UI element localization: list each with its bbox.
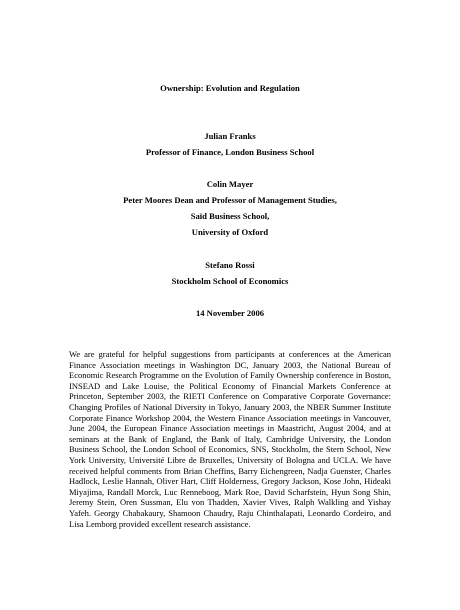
paper-date: 14 November 2006 [195, 308, 265, 318]
author-name: Colin Mayer [206, 179, 254, 189]
author-name: Julian Franks [204, 131, 256, 141]
author-affiliation: Stockholm School of Economics [171, 276, 289, 286]
author-affiliation: Professor of Finance, London Business School [145, 147, 315, 157]
author-affiliation: Saïd Business School, [190, 211, 270, 221]
paper-title: Ownership: Evolution and Regulation [160, 83, 300, 93]
author-affiliation: University of Oxford [191, 227, 269, 237]
author-affiliation: Peter Moores Dean and Professor of Management Studies, [123, 195, 337, 205]
acknowledgements-paragraph: We are grateful for helpful suggestions from participants at conferences at the American Finance Association meetings in Washington DC, January 2003, the National Bureau of Economic Research Programme on the Evolution of Family Ownership conference in Boston, INSEAD and Lake Louise, the Political Economy of Financial Markets Conference at Princeton, September 2003, the RIETI Conference on Comparative Corporate Governance: Changing Profiles of National Diversity in Tokyo, January 2003, the NBER Summer Institute Corporate Finance Workshop 2004, the Western Finance Association meetings in Vancouver, June 2004, the European Finance Association meetings in Maastricht, August 2004, and at seminars at the Bank of England, the Bank of Italy, Cambridge University, the London Business School, the London School of Economics, SNS, Stockholm, the Stern School, New York University, Université Libre de Bruxelles, University of Bologna and UCLA. We have received helpful comments from Brian Cheffins, Barry Eichengreen, Nadja Guenster, Charles Hadlock, Leslie Hannah, Oliver Hart, Cliff Holderness, Gregory Jackson, Kose John, Hideaki Miyajima, Randall Morck, Luc Renneboog, Mark Roe, David Scharfstein, Hyun Song Shin, Jeremy Stein, Oren Sussman, Elu von Thadden, Xavier Vives, Ralph Walkling and Yishay Yafeh. Georgy Chabakaury, Shamoon Chaudry, Raju Chinthalapati, Leonardo Cordeiro, and Lisa Lemborg provided excellent research assistance. [69, 349, 391, 529]
author-name: Stefano Rossi [205, 260, 255, 270]
